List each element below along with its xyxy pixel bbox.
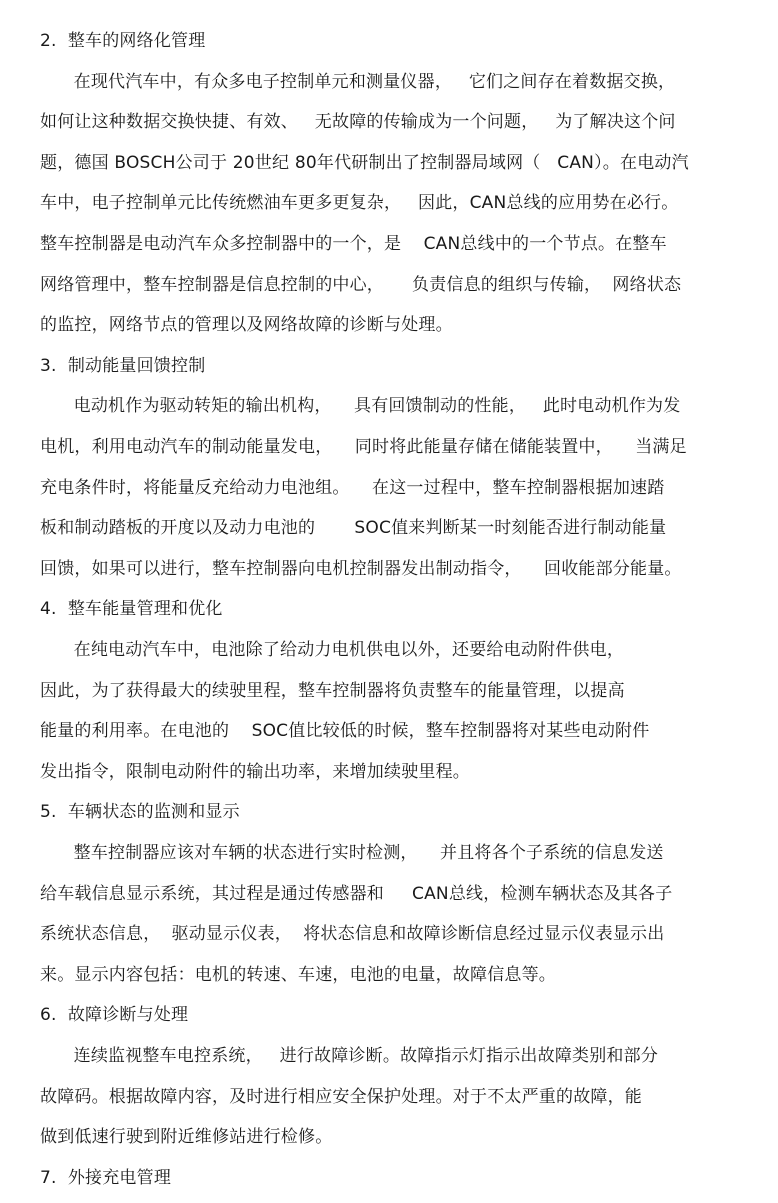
paragraph-line: 连续监视整车电控系统， 进行故障诊断。故障指示灯指示出故障类别和部分 bbox=[40, 1046, 659, 1066]
paragraph-line: 如何让这种数据交换快捷、有效、 无故障的传输成为一个问题， 为了解决这个问 bbox=[40, 112, 676, 133]
paragraph-line: 在现代汽车中，有众多电子控制单元和测量仪器， 它们之间存在着数据交换， bbox=[40, 71, 676, 92]
section-heading: 6. 故障诊断与处理 bbox=[40, 1005, 189, 1026]
paragraph-line: 给车载信息显示系统，其过程是通过传感器和 CAN总线，检测车辆状态及其各子 bbox=[40, 883, 673, 904]
paragraph-line: 能量的利用率。在电池的 SOC值比较低的时候，整车控制器将对某些电动附件 bbox=[40, 721, 650, 742]
section-heading: 7. 外接充电管理 bbox=[40, 1167, 172, 1188]
paragraph-line: 板和制动踏板的开度以及动力电池的 SOC值来判断某一时刻能否进行制动能量 bbox=[40, 518, 667, 539]
paragraph-line: 电动机作为驱动转矩的输出机构， 具有回馈制动的性能， 此时电动机作为发 bbox=[40, 396, 681, 417]
section-heading: 3. 制动能量回馈控制 bbox=[40, 355, 206, 376]
paragraph-line: 整车控制器是电动汽车众多控制器中的一个，是 CAN总线中的一个节点。在整车 bbox=[40, 234, 667, 254]
paragraph-line: 整车控制器应该对车辆的状态进行实时检测， 并且将各个子系统的信息发送 bbox=[40, 843, 664, 863]
section-heading: 2. 整车的网络化管理 bbox=[40, 31, 206, 51]
section-heading: 4. 整车能量管理和优化 bbox=[40, 599, 223, 620]
paragraph-line: 电机，利用电动汽车的制动能量发电， 同时将此能量存储在储能装置中， 当满足 bbox=[40, 437, 687, 457]
paragraph-line: 做到低速行驶到附近维修站进行检修。 bbox=[40, 1127, 333, 1148]
paragraph-line: 来。显示内容包括：电机的转速、车速，电池的电量，故障信息等。 bbox=[40, 964, 556, 985]
paragraph-line: 系统状态信息， 驱动显示仪表， 将状态信息和故障诊断信息经过显示仪表显示出 bbox=[40, 924, 665, 945]
paragraph-line: 发出指令，限制电动附件的输出功率，来增加续驶里程。 bbox=[40, 761, 470, 782]
paragraph-line: 题，德国 BOSCH公司于 20世纪 80年代研制出了控制器局域网（ CAN）。在电动汽 bbox=[40, 152, 689, 173]
paragraph-line: 车中，电子控制单元比传统燃油车更多更复杂， 因此，CAN总线的应用势在必行。 bbox=[40, 193, 679, 214]
paragraph-line: 的监控，网络节点的管理以及网络故障的诊断与处理。 bbox=[40, 315, 453, 336]
paragraph-line: 故障码。根据故障内容，及时进行相应安全保护处理。对于不太严重的故障，能 bbox=[40, 1086, 642, 1107]
paragraph-line: 回馈，如果可以进行，整车控制器向电机控制器发出制动指令， 回收能部分能量。 bbox=[40, 558, 682, 579]
section-heading: 5. 车辆状态的监测和显示 bbox=[40, 802, 240, 823]
paragraph-line: 网络管理中，整车控制器是信息控制的中心， 负责信息的组织与传输， 网络状态 bbox=[40, 274, 682, 295]
paragraph-line: 充电条件时，将能量反充给动力电池组。 在这一过程中，整车控制器根据加速踏 bbox=[40, 477, 665, 498]
paragraph-line: 在纯电动汽车中，电池除了给动力电机供电以外，还要给电动附件供电， bbox=[40, 640, 625, 660]
paragraph-line: 因此，为了获得最大的续驶里程，整车控制器将负责整车的能量管理，以提高 bbox=[40, 680, 625, 701]
